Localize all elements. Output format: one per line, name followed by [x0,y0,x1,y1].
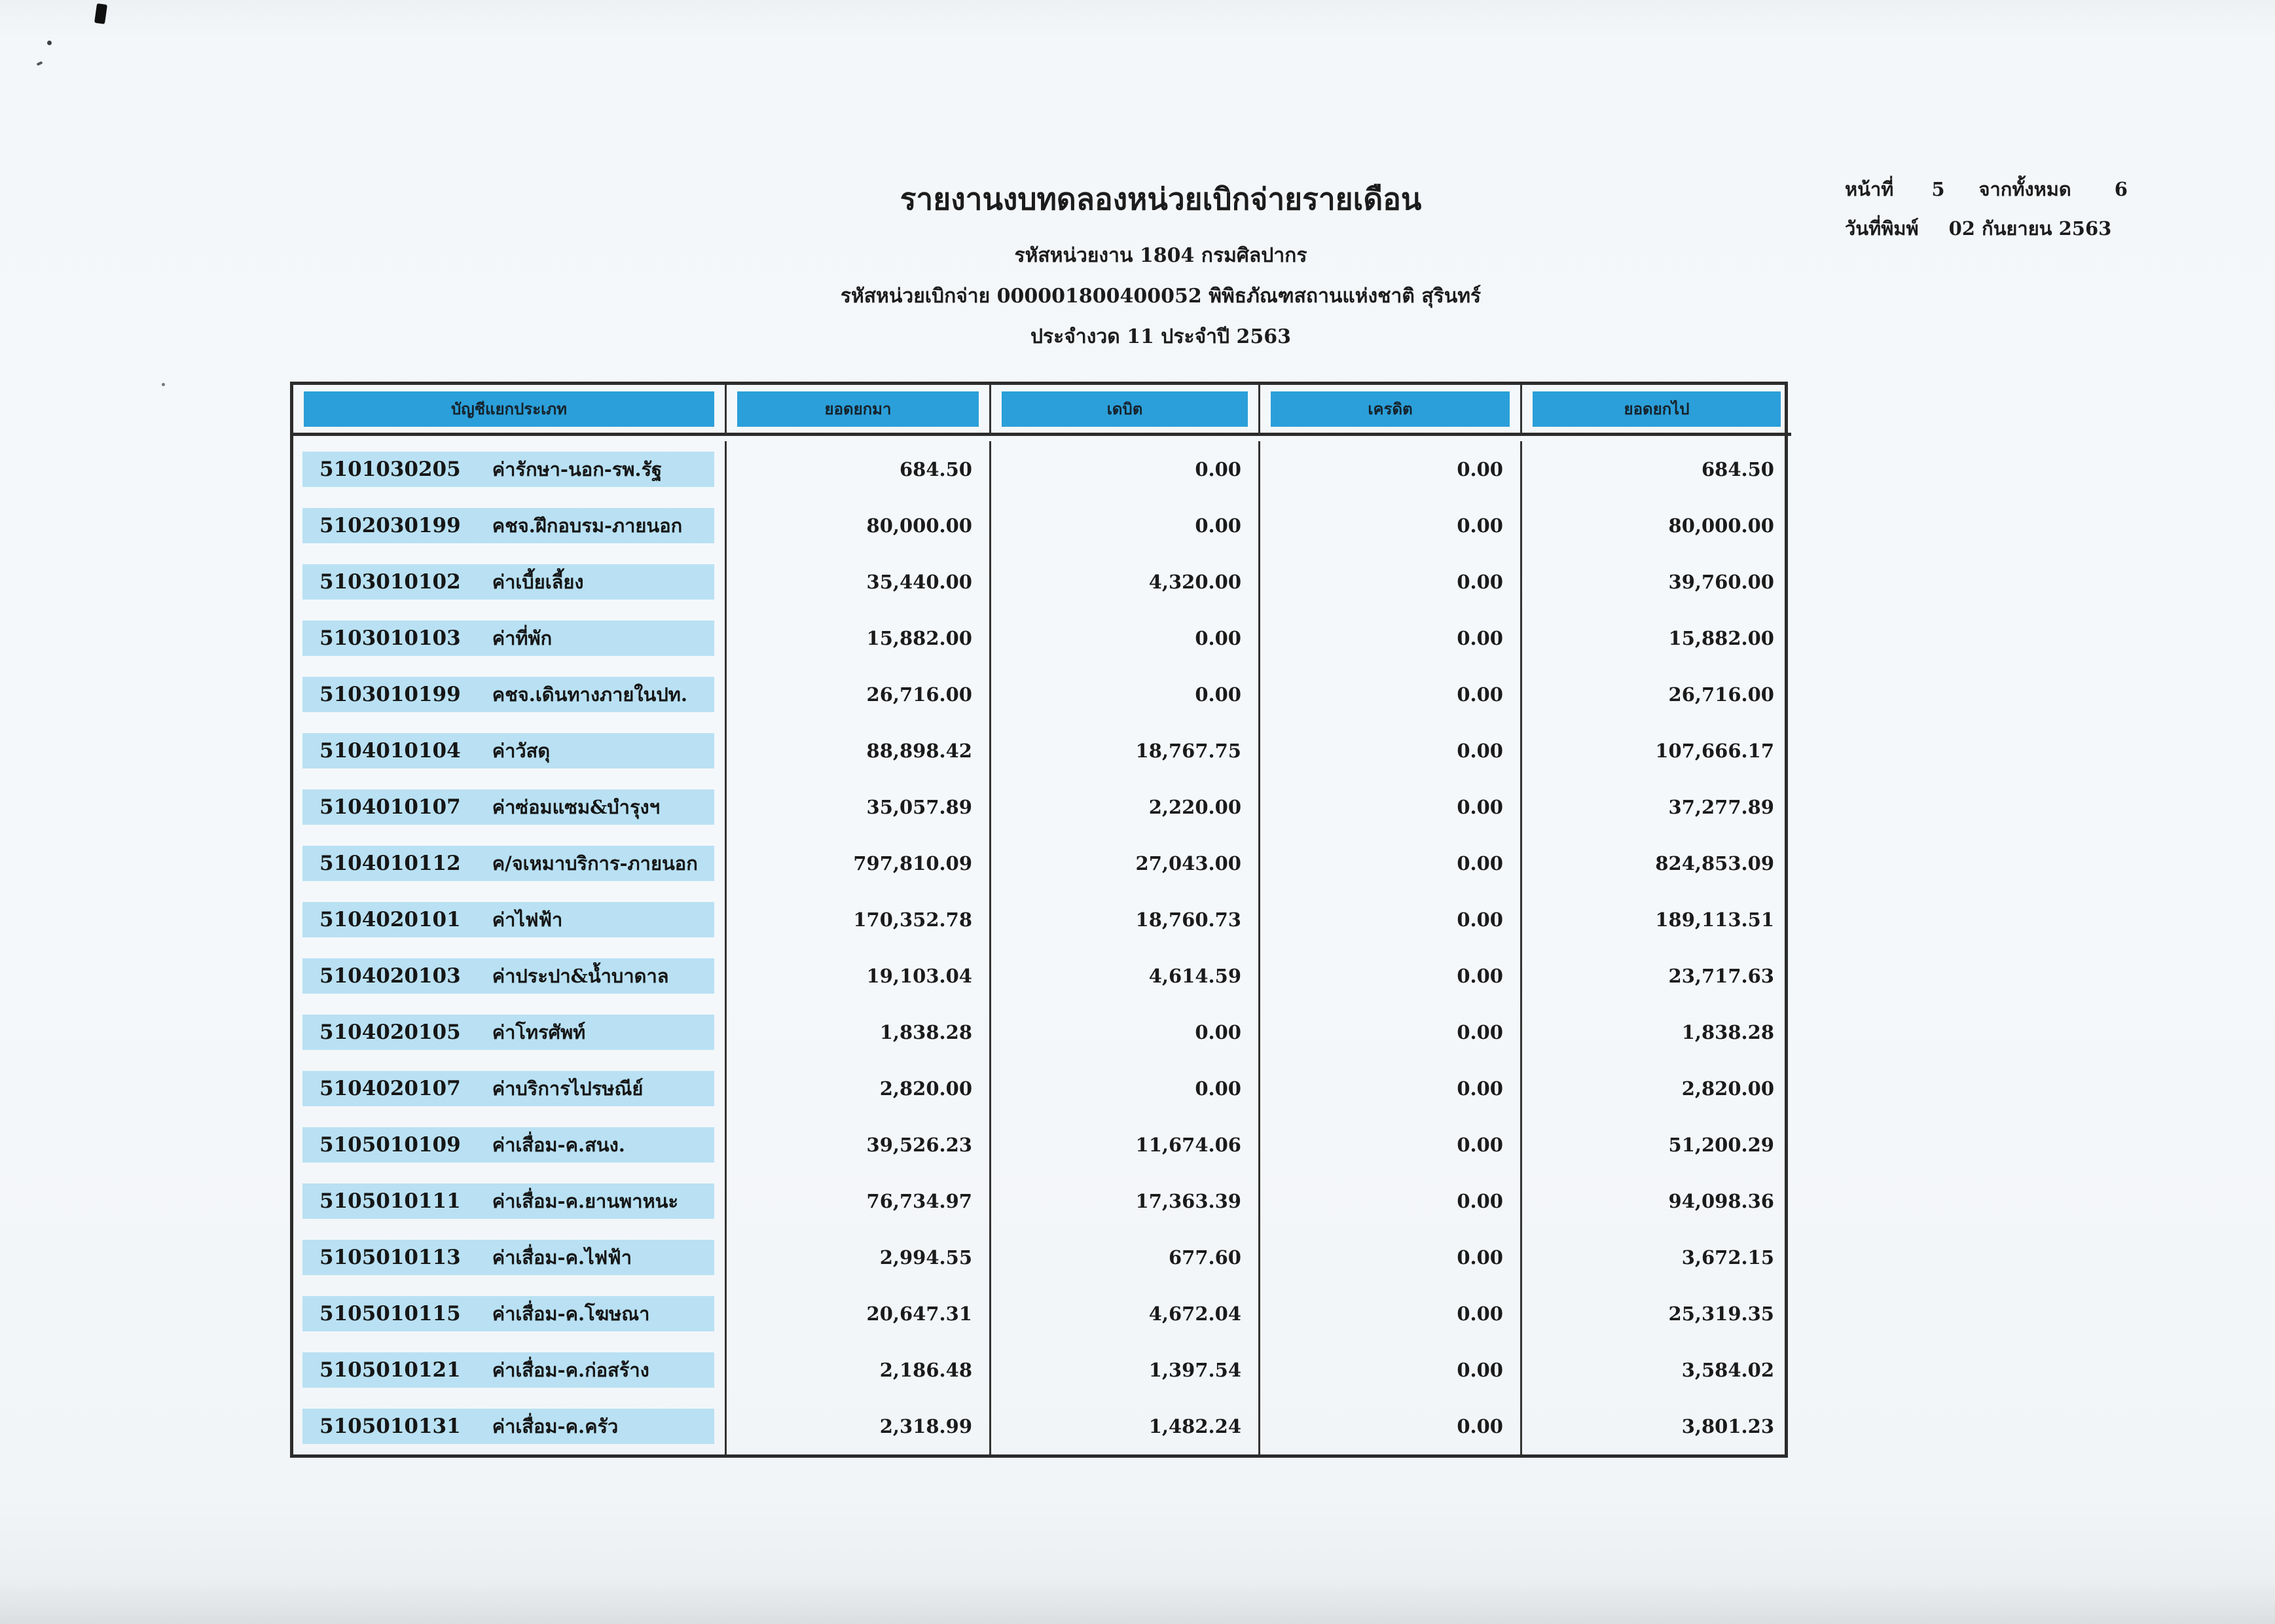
debit-value: 0.00 [991,610,1260,666]
account-code: 5105010115 [319,1302,461,1326]
account-code: 5104020107 [319,1077,461,1100]
account-highlight-band [302,789,714,825]
table-row-account-cell [293,441,727,497]
carry-forward-value: 797,810.09 [727,835,991,892]
carry-over-value: 51,200.29 [1668,1134,1774,1156]
account-highlight-band [302,1015,714,1050]
column-header-credit [1260,385,1522,436]
column-header-bar [1533,391,1781,427]
account-code: 5103010102 [319,570,461,594]
carry-over-value: 80,000.00 [1668,514,1774,537]
credit-value: 0.00 [1260,1004,1522,1060]
account-code: 5105010111 [319,1189,461,1213]
of-label: จากทั้งหมด [1978,178,2071,200]
account-highlight-band [302,564,714,600]
account-code: 5104010107 [319,795,461,819]
report-header [290,182,2031,348]
account-highlight-band [302,1071,714,1106]
account-code: 5105010131 [319,1415,461,1438]
carry-forward-value: 76,734.97 [727,1173,991,1229]
account-name: ค่าเสื่อม-ค.ไฟฟ้า [492,1246,632,1269]
carry-forward-value: 170,352.78 [727,892,991,948]
debit-value: 677.60 [991,1229,1260,1286]
account-code: 5105010109 [319,1133,461,1157]
carry-forward-value: 88,898.42 [727,723,991,779]
account-highlight-band [302,452,714,487]
carry-over-value: 23,717.63 [1668,965,1774,987]
account-highlight-band [302,1409,714,1444]
trial-balance-table [290,382,1788,1458]
carry-over-value: 25,319.35 [1668,1303,1774,1325]
scan-artifact [37,61,43,65]
carry-over-value: 3,584.02 [1681,1359,1774,1381]
carry-over-value: 39,760.00 [1668,571,1774,593]
carry-forward-value: 2,318.99 [727,1398,991,1454]
account-name: ค่าไฟฟ้า [492,909,563,931]
debit-value: 0.00 [991,441,1260,497]
carry-forward-value: 80,000.00 [727,497,991,554]
account-name: ค่าซ่อมแซม&บำรุงฯ [492,796,660,818]
credit-value: 0.00 [1260,892,1522,948]
page-label: หน้าที่ [1845,178,1894,200]
print-date-label: วันที่พิมพ์ [1845,217,1919,240]
credit-value: 0.00 [1260,554,1522,610]
carry-forward-value: 2,186.48 [727,1342,991,1398]
credit-value: 0.00 [1260,1117,1522,1173]
total-pages: 6 [2114,178,2128,200]
page-number: 5 [1931,178,1945,200]
column-header-label: บัญชีแยกประเภท [451,399,567,418]
table-row-account-cell [293,610,727,666]
account-name: คชจ.เดินทางภายในปท. [492,683,688,706]
account-highlight-band [302,508,714,543]
column-header-bar [1002,391,1248,427]
carry-over-value: 684.50 [1702,458,1774,480]
table-row-account-cell [293,1173,727,1229]
scan-artifact [94,3,107,24]
table-row-account-cell [293,1004,727,1060]
scan-artifact [47,41,52,45]
table-row-account-cell [293,666,727,723]
print-date: 02 กันยายน 2563 [1948,217,2112,240]
account-code: 5104020101 [319,908,461,931]
column-header-bar [304,391,714,427]
account-highlight-band [302,1240,714,1275]
carry-forward-value: 19,103.04 [727,948,991,1004]
account-code: 5103010199 [319,683,461,706]
account-name: ค/จเหมาบริการ-ภายนอก [492,852,698,875]
period-line: ประจำงวด 11 ประจำปี 2563 [1030,325,1291,348]
carry-forward-value: 35,440.00 [727,554,991,610]
account-highlight-band [302,846,714,881]
carry-over-value: 3,672.15 [1681,1246,1774,1269]
account-highlight-band [302,677,714,712]
account-name: ค่าโทรศัพท์ [492,1021,586,1043]
debit-value: 11,674.06 [991,1117,1260,1173]
table-row-account-cell [293,723,727,779]
debit-value: 4,672.04 [991,1286,1260,1342]
table-row-account-cell [293,1398,727,1454]
credit-value: 0.00 [1260,1342,1522,1398]
debit-value: 17,363.39 [991,1173,1260,1229]
credit-value: 0.00 [1260,666,1522,723]
credit-value: 0.00 [1260,723,1522,779]
column-header-bar [1271,391,1510,427]
account-code: 5104020105 [319,1020,461,1044]
debit-value: 0.00 [991,1004,1260,1060]
account-name: ค่าที่พัก [492,627,553,649]
column-header-carry-over [1522,385,1791,436]
account-highlight-band [302,958,714,994]
table-row-account-cell [293,1286,727,1342]
table-row-account-cell [293,497,727,554]
carry-forward-value: 20,647.31 [727,1286,991,1342]
debit-value: 4,320.00 [991,554,1260,610]
table-row-account-cell [293,835,727,892]
debit-value: 0.00 [991,497,1260,554]
table-row-account-cell [293,779,727,835]
account-highlight-band [302,1183,714,1219]
debit-value: 18,760.73 [991,892,1260,948]
carry-over-value: 1,838.28 [1681,1021,1774,1043]
table-row-account-cell [293,554,727,610]
debit-value: 0.00 [991,666,1260,723]
table-row-account-cell [293,892,727,948]
credit-value: 0.00 [1260,497,1522,554]
account-name: ค่าเสื่อม-ค.สนง. [492,1134,625,1156]
carry-forward-value: 35,057.89 [727,779,991,835]
carry-forward-value: 684.50 [727,441,991,497]
carry-over-value: 37,277.89 [1668,796,1774,818]
credit-value: 0.00 [1260,1060,1522,1117]
credit-value: 0.00 [1260,1286,1522,1342]
column-header-account [293,385,727,436]
account-name: ค่าเสื่อม-ค.ครัว [492,1415,619,1437]
carry-forward-value: 2,820.00 [727,1060,991,1117]
column-header-label: ยอดยกมา [824,399,892,418]
debit-value: 4,614.59 [991,948,1260,1004]
debit-value: 18,767.75 [991,723,1260,779]
debit-value: 27,043.00 [991,835,1260,892]
debit-value: 1,482.24 [991,1398,1260,1454]
table-row-account-cell [293,1229,727,1286]
account-name: ค่าเสื่อม-ค.ก่อสร้าง [492,1359,649,1381]
table-row-account-cell [293,948,727,1004]
account-code: 5102030199 [319,514,461,537]
column-header-label: ยอดยกไป [1624,399,1690,418]
column-header-carry-forward [727,385,991,436]
account-highlight-band [302,621,714,656]
account-name: ค่ารักษา-นอก-รพ.รัฐ [492,458,663,480]
account-code: 5105010121 [319,1358,461,1382]
account-name: ค่าเสื่อม-ค.โฆษณา [492,1303,650,1325]
account-code: 5104020103 [319,964,461,988]
carry-forward-value: 15,882.00 [727,610,991,666]
table-row-account-cell [293,1117,727,1173]
carry-over-value: 15,882.00 [1668,627,1774,649]
carry-forward-value: 26,716.00 [727,666,991,723]
account-highlight-band [302,1127,714,1163]
account-name: ค่าวัสดุ [492,740,551,762]
account-name: ค่าเสื่อม-ค.ยานพาหนะ [492,1190,679,1212]
carry-over-value: 26,716.00 [1668,683,1774,706]
carry-forward-value: 1,838.28 [727,1004,991,1060]
credit-value: 0.00 [1260,948,1522,1004]
account-code: 5101030205 [319,458,461,481]
debit-value: 0.00 [991,1060,1260,1117]
carry-over-value: 824,853.09 [1655,852,1774,875]
credit-value: 0.00 [1260,1229,1522,1286]
column-header-label: เครดิต [1368,399,1413,418]
credit-value: 0.00 [1260,1398,1522,1454]
column-header-label: เดบิต [1106,399,1143,418]
column-header-bar [737,391,979,427]
carry-over-value: 2,820.00 [1681,1077,1774,1100]
account-name: ค่าบริการไปรษณีย์ [492,1077,644,1100]
page-number-row [1845,174,2128,204]
carry-over-value: 3,801.23 [1681,1415,1774,1437]
table-row-account-cell [293,1342,727,1398]
account-code: 5105010113 [319,1246,461,1269]
carry-over-value: 189,113.51 [1655,909,1774,931]
table-row-account-cell [293,1060,727,1117]
account-name: ค่าเบี้ยเลี้ยง [492,571,584,593]
credit-value: 0.00 [1260,1173,1522,1229]
carry-over-value: 107,666.17 [1655,740,1774,762]
carry-forward-value: 39,526.23 [727,1117,991,1173]
agency-line: รหัสหน่วยงาน 1804 กรมศิลปากร [1014,244,1307,267]
debit-value: 1,397.54 [991,1342,1260,1398]
print-date-row [1845,213,2128,244]
scan-artifact [162,383,165,386]
account-highlight-band [302,1296,714,1331]
credit-value: 0.00 [1260,779,1522,835]
debit-value: 2,220.00 [991,779,1260,835]
account-name: ค่าประปา&น้ำบาดาล [492,965,669,987]
disbursement-unit-line: รหัสหน่วยเบิกจ่าย 000001800400052 พิพิธภัณฑสถานแห่งชาติ สุรินทร์ [840,285,1482,308]
carry-forward-value: 2,994.55 [727,1229,991,1286]
account-highlight-band [302,733,714,768]
account-code: 5104010104 [319,739,461,763]
page-title: รายงานงบทดลองหน่วยเบิกจ่ายรายเดือน [900,181,1422,217]
column-header-debit [991,385,1260,436]
carry-over-value: 94,098.36 [1668,1190,1774,1212]
page-info [1845,174,2128,244]
account-code: 5104010112 [319,852,461,875]
account-highlight-band [302,902,714,937]
account-name: คชจ.ฝึกอบรม-ภายนอก [492,514,683,537]
account-code: 5103010103 [319,626,461,650]
account-highlight-band [302,1352,714,1388]
credit-value: 0.00 [1260,441,1522,497]
credit-value: 0.00 [1260,610,1522,666]
credit-value: 0.00 [1260,835,1522,892]
